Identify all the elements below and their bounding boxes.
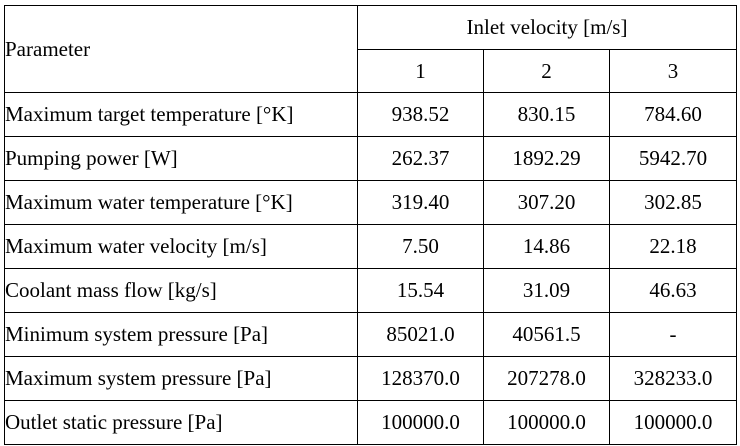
results-table (4, 5, 737, 445)
value-cell: 46.63 (610, 269, 737, 313)
table-row (5, 357, 737, 401)
value-cell: 7.50 (358, 225, 484, 269)
value-cell: 14.86 (484, 225, 610, 269)
value-cell: 328233.0 (610, 357, 737, 401)
value-cell: 31.09 (484, 269, 610, 313)
parameter-cell: Maximum system pressure [Pa] (5, 357, 358, 401)
value-cell: 302.85 (610, 181, 737, 225)
value-cell: 262.37 (358, 137, 484, 181)
parameter-cell: Coolant mass flow [kg/s] (5, 269, 358, 313)
table-row (5, 313, 737, 357)
value-cell: 22.18 (610, 225, 737, 269)
table-row (5, 181, 737, 225)
parameter-cell: Maximum water velocity [m/s] (5, 225, 358, 269)
value-cell: 100000.0 (358, 401, 484, 445)
table-row (5, 225, 737, 269)
table-row (5, 137, 737, 181)
value-cell: 5942.70 (610, 137, 737, 181)
table-row (5, 93, 737, 137)
value-cell: 938.52 (358, 93, 484, 137)
value-cell: 85021.0 (358, 313, 484, 357)
table-row (5, 269, 737, 313)
value-cell: 830.15 (484, 93, 610, 137)
parameter-column-header: Parameter (5, 6, 358, 93)
velocity-column-header-3: 3 (610, 50, 737, 93)
value-cell: 307.20 (484, 181, 610, 225)
value-cell: 100000.0 (484, 401, 610, 445)
value-cell: 1892.29 (484, 137, 610, 181)
parameter-cell: Pumping power [W] (5, 137, 358, 181)
parameter-cell: Maximum target temperature [°K] (5, 93, 358, 137)
value-cell: 319.40 (358, 181, 484, 225)
value-cell: 100000.0 (610, 401, 737, 445)
parameter-cell: Minimum system pressure [Pa] (5, 313, 358, 357)
value-cell: 128370.0 (358, 357, 484, 401)
value-cell: - (610, 313, 737, 357)
table-row (5, 401, 737, 445)
parameter-cell: Maximum water temperature [°K] (5, 181, 358, 225)
value-cell: 784.60 (610, 93, 737, 137)
header-row (5, 6, 737, 50)
value-cell: 40561.5 (484, 313, 610, 357)
value-cell: 15.54 (358, 269, 484, 313)
velocity-column-header-1: 1 (358, 50, 484, 93)
parameter-cell: Outlet static pressure [Pa] (5, 401, 358, 445)
velocity-column-header-2: 2 (484, 50, 610, 93)
inlet-velocity-group-header: Inlet velocity [m/s] (358, 6, 737, 50)
value-cell: 207278.0 (484, 357, 610, 401)
